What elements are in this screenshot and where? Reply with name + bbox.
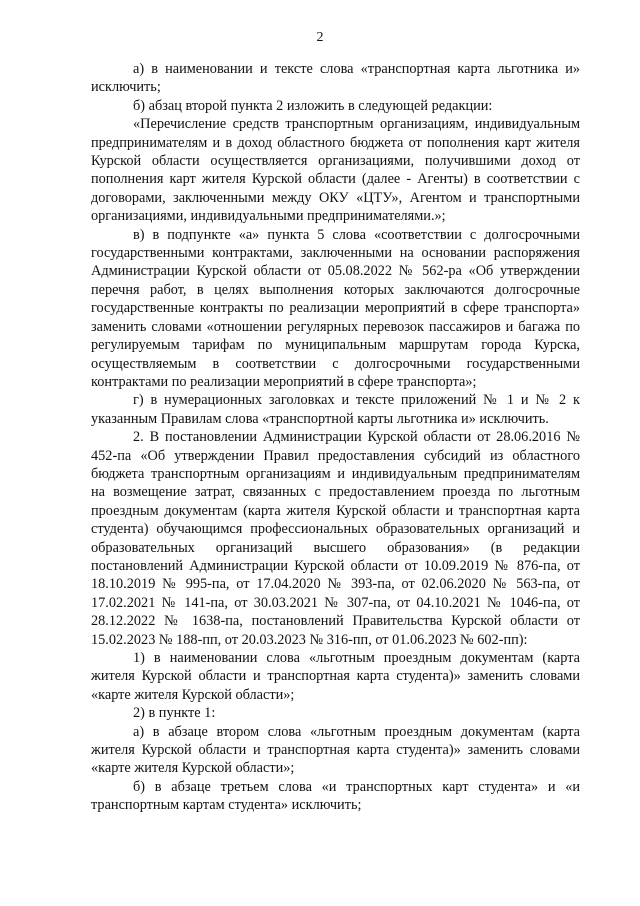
paragraph-2-2: 2) в пункте 1: [133, 705, 216, 722]
paragraph-1g: г) в нумерационных заголовках и тексте приложений № 1 и № 2 к указанным Правилам слова «транспортной карты льготника и» исключить. [91, 392, 580, 427]
paragraph-1v: в) в подпункте «а» пункта 5 слова «соответствии с долгосрочными государственными контрактами, заключенными на основании распоряжения Администрации Курской области от 05.08.2022 № 562-ра «Об утверждении перечня работ, в целях выполнения которых заключаются долгосрочные государственные контракты по реализации мероприятий в сфере транспорта» заменить словами «отношении регулярных перевозок пассажиров и багажа по регулируемым тарифам по муниципальным маршрутам города Курска, осуществляемым в соответствии с долгосрочными государственными контрактами по реализации мероприятий в сфере транспорта»; [91, 226, 580, 390]
paragraph-1a: а) в наименовании и тексте слова «транспортная карта льготника и» исключить; [91, 61, 580, 96]
page-number: 2 [316, 30, 324, 45]
paragraph-2-2a: а) в абзаце втором слова «льготным проездным документам (карта жителя Курской области и транспортная карта студента)» заменить словами «карте жителя Курской области»; [91, 723, 580, 777]
paragraph-2-2b: б) в абзаце третьем слова «и транспортных карт студента» и «и транспортным картам студента» исключить; [91, 778, 580, 814]
paragraph-2-1: 1) в наименовании слова «льготным проездным документам (карта жителя Курской области и транспортная карта студента)» заменить словами «карте жителя Курской области»; [91, 650, 580, 703]
paragraph-quoted-text: «Перечисление средств транспортным организациям, индивидуальным предпринимателям и в доход областного бюджета от пополнения карт жителя Курской области осуществляется организациями, получившими доход от пополнения карт жителя Курской области (далее - Агенты) в соответствии с договорами, заключенными между ОКУ «ЦТУ», Агентом и транспортными организациями, индивидуальными предпринимателями.»; [91, 116, 580, 225]
document-body [91, 60, 580, 815]
paragraph-1b: б) абзац второй пункта 2 изложить в следующей редакции: [133, 97, 493, 114]
paragraph-2: 2. В постановлении Администрации Курской области от 28.06.2016 № 452-па «Об утверждении Правил предоставления субсидий из областного бюджета транспортным организациям и индивидуальным предпринимателям на возмещение затрат, связанных с предоставлением проезда по льготным проездным документам (карта жителя Курской области и транспортная карта студента) обучающимся профессиональных образовательных организаций и образовательных организаций высшего образования» (в редакции постановлений Администрации Курской области от 10.09.2019 № 876-па, от 18.10.2019 № 995-па, от 17.04.2020 № 393-па, от 02.06.2020 № 563-па, от 17.02.2021 № 141-па, от 30.03.2021 № 307-па, от 04.10.2021 № 1046-па, от 28.12.2022 № 1638-па, постановлений Правительства Курской области от 15.02.2023 № 188-пп, от 20.03.2023 № 316-пп, от 01.06.2023 № 602-пп): [91, 429, 580, 648]
